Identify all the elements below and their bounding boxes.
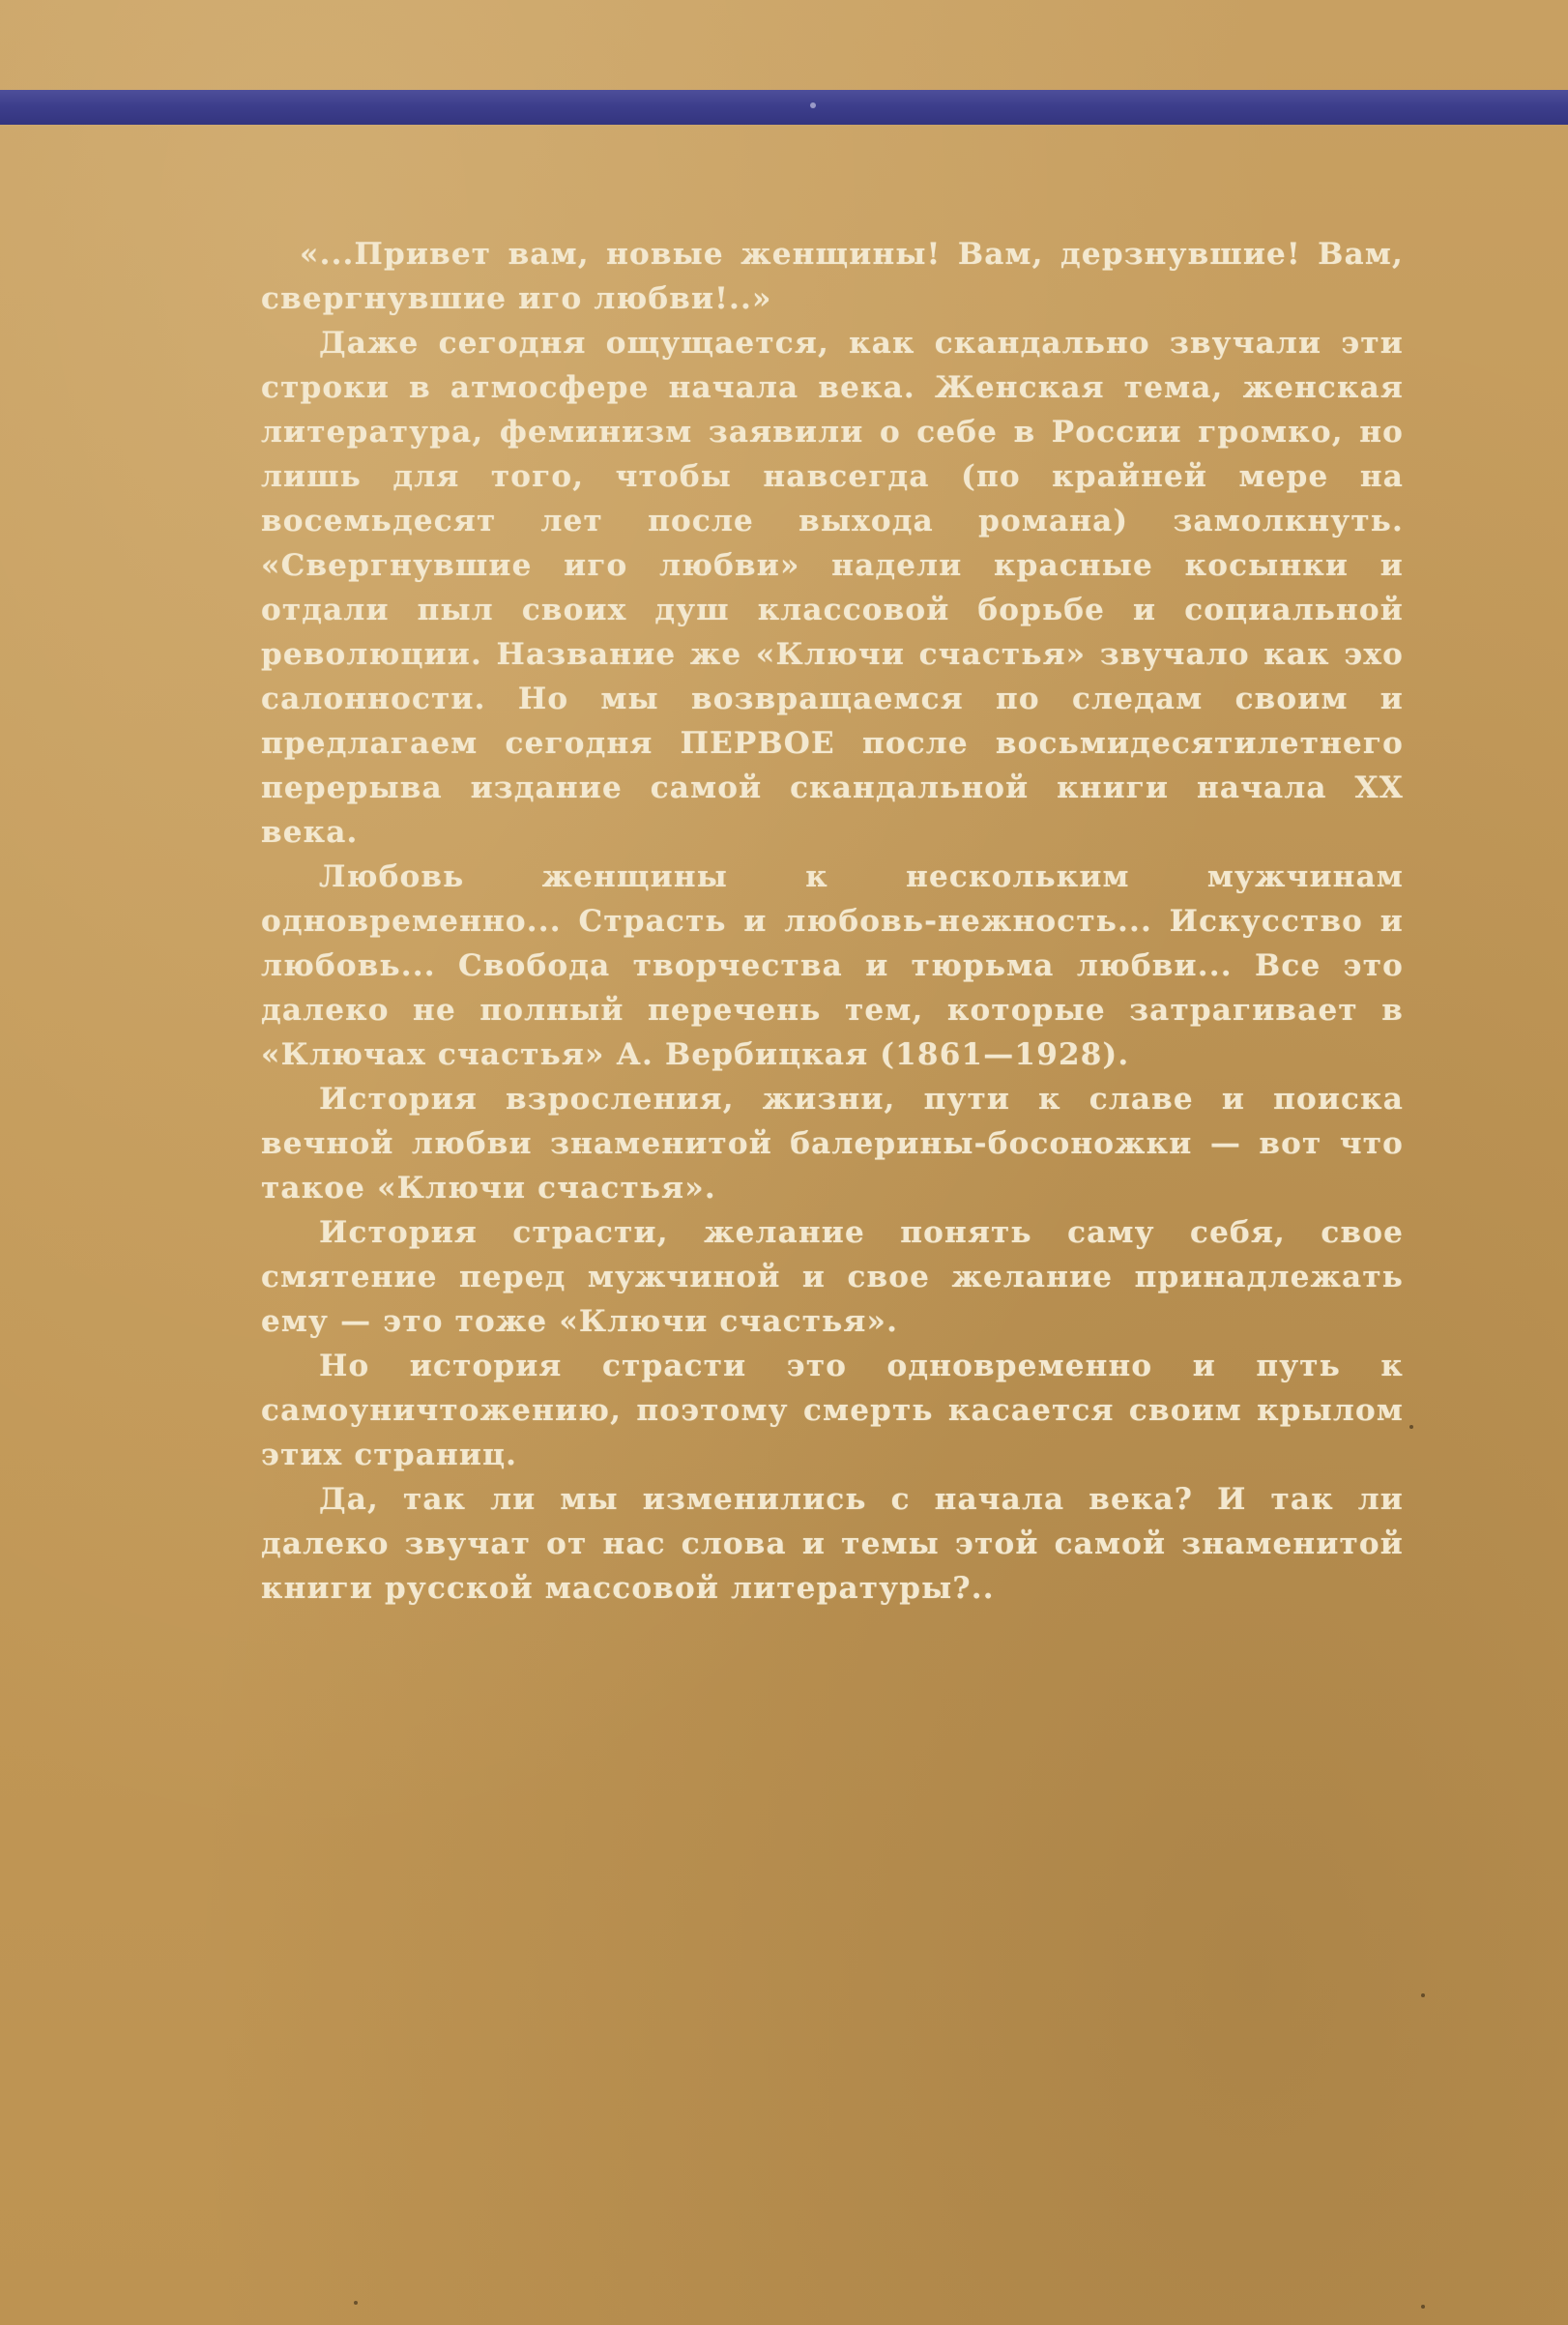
blurb-paragraph: Но история страсти это одновременно и путь к самоуничтожению, поэтому смерть касается своим крылом этих страниц.: [261, 1349, 1404, 1472]
band-dot: [810, 102, 816, 108]
blurb-paragraph: Любовь женщины к нескольким мужчинам одновременно... Страсть и любовь-нежность... Искусство и любовь... Свобода творчества и тюрьма любви... Все это далеко не полный перечень тем, которые затрагивает в «Ключах счастья» А. Вербицкая (1861—1928).: [261, 859, 1404, 1072]
blurb-paragraph: Да, так ли мы изменились с начала века? И так ли далеко звучат от нас слова и темы этой самой знаменитой книги русской массовой литературы?..: [261, 1482, 1404, 1606]
paper-speck: [354, 2301, 358, 2305]
paper-speck: [1421, 2305, 1425, 2309]
paper-speck: [1421, 1993, 1425, 1997]
blurb-paragraph: История взросления, жизни, пути к славе и поиска вечной любви знаменитой балерины-босоножки — вот что такое «Ключи счастья».: [261, 1082, 1404, 1206]
top-color-band: [0, 90, 1568, 125]
paper-speck: [1409, 1425, 1413, 1429]
blurb-epigraph: «...Привет вам, новые женщины! Вам, дерзнувшие! Вам, свергнувшие иго любви!..»: [261, 237, 1404, 316]
blurb-paragraph: История страсти, желание понять саму себя, свое смятение перед мужчиной и свое желание принадлежать ему — это тоже «Ключи счастья».: [261, 1215, 1404, 1339]
blurb-paragraph: Даже сегодня ощущается, как скандально звучали эти строки в атмосфере начала века. Женская тема, женская литература, феминизм заявили о себе в России громко, но лишь для того, чтобы навсегда (по крайней мере на восемьдесят лет после выхода романа) замолкнуть. «Свергнувшие иго любви» надели красные косынки и отдали пыл своих душ классовой борьбе и социальной революции. Название же «Ключи счастья» звучало как эхо салонности. Но мы возвращаемся по следам своим и предлагаем сегодня ПЕРВОЕ после восьмидесятилетнего перерыва издание самой скандальной книги начала XX века.: [261, 326, 1404, 850]
blurb-text: [261, 232, 1404, 1611]
